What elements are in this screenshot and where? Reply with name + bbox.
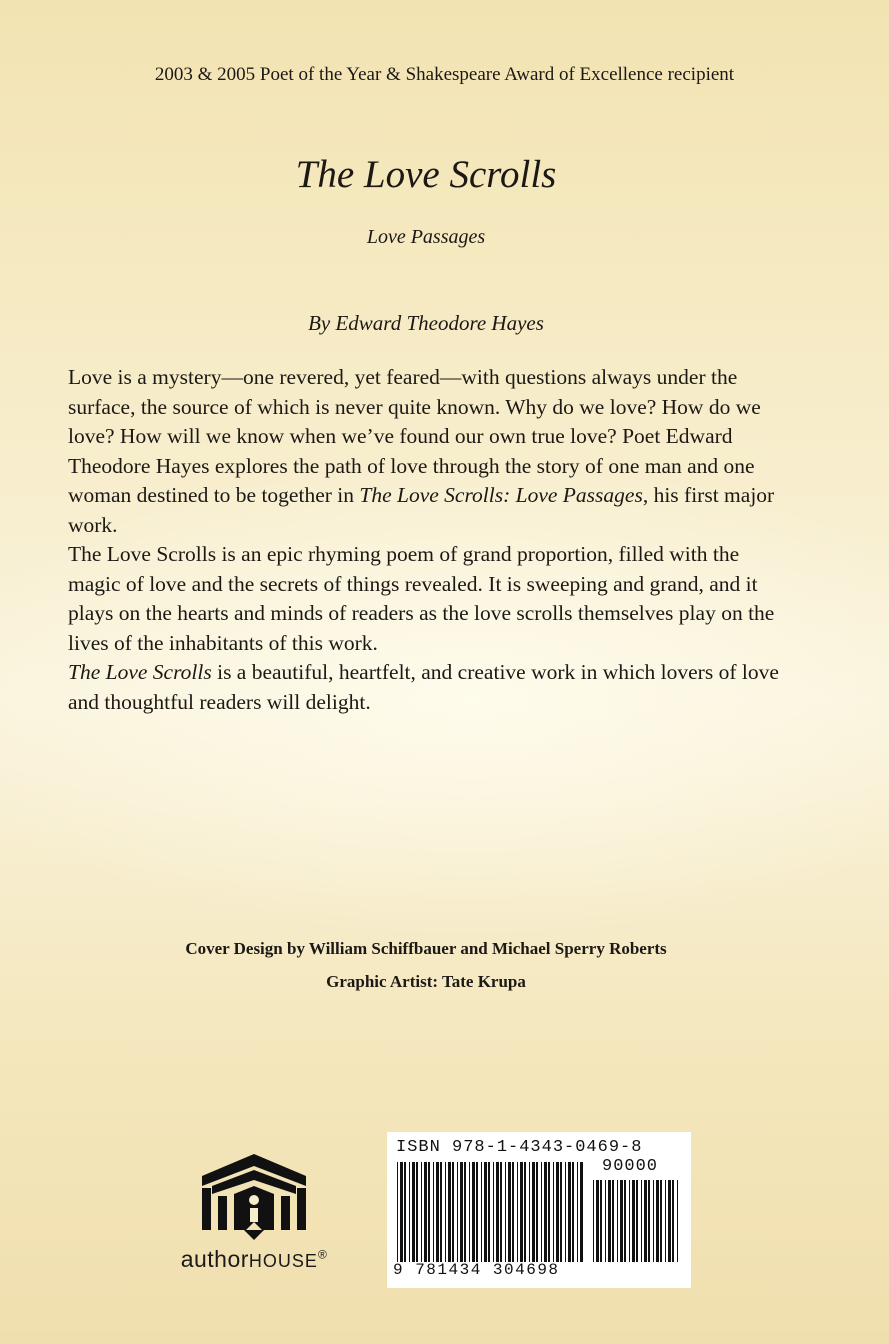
blurb-p3-text: is a beautiful, heartfelt, and creative work in which lovers of love and thoughtful readers will delight. bbox=[68, 660, 779, 714]
publisher-name-author: author bbox=[180, 1246, 249, 1272]
authorhouse-book-logo-icon bbox=[194, 1150, 314, 1242]
blurb-p1-title: The Love Scrolls: Love Passages bbox=[359, 483, 643, 507]
publisher-logo bbox=[156, 1150, 352, 1285]
graphic-artist-credit: Graphic Artist: Tate Krupa bbox=[326, 972, 526, 991]
ean-barcode bbox=[397, 1162, 585, 1262]
publisher-name bbox=[156, 1246, 352, 1273]
blurb-paragraph-2: The Love Scrolls is an epic rhyming poem of grand proportion, filled with the magic of love and the secrets of things revealed. It is sweeping and grand, and it plays on the hearts and minds of readers as the love scrolls themselves play on the lives of the inhabitants of this work. bbox=[68, 542, 775, 655]
award-line: 2003 & 2005 Poet of the Year & Shakespeare Award of Excellence recipient bbox=[154, 64, 735, 85]
barcode-digits: 9 781434 304698 bbox=[393, 1261, 560, 1279]
cover-design-credit: Cover Design by William Schiffbauer and Michael Sperry Roberts bbox=[185, 939, 667, 958]
barcode-box bbox=[387, 1132, 691, 1288]
author-byline: By Edward Theodore Hayes bbox=[308, 311, 544, 335]
credits bbox=[0, 932, 852, 998]
addon-barcode bbox=[593, 1180, 681, 1262]
book-title: The Love Scrolls bbox=[295, 153, 557, 196]
blurb-p1-text: Love is a mystery—one revered, yet feared—with questions always under the surface, the source of which is never quite known. Why do we love? How do we love? How will we know when we’ve found our own true love? Poet Edward Theodore Hayes explores the path of love through the story of one man and one woman destined to be together in bbox=[68, 365, 761, 507]
publisher-name-house: HOUSE bbox=[248, 1251, 318, 1271]
isbn-label: ISBN 978-1-4343-0469-8 bbox=[396, 1138, 643, 1157]
price-code: 90000 bbox=[602, 1157, 659, 1176]
blurb-p1-end: , his first major work. bbox=[68, 483, 775, 537]
blurb bbox=[68, 363, 788, 717]
book-subtitle: Love Passages bbox=[366, 226, 486, 248]
blurb-paragraph-1 bbox=[68, 363, 788, 540]
blurb-p3-title: The Love Scrolls bbox=[68, 660, 212, 684]
registered-mark: ® bbox=[317, 1247, 328, 1262]
blurb-paragraph-3 bbox=[68, 658, 788, 717]
